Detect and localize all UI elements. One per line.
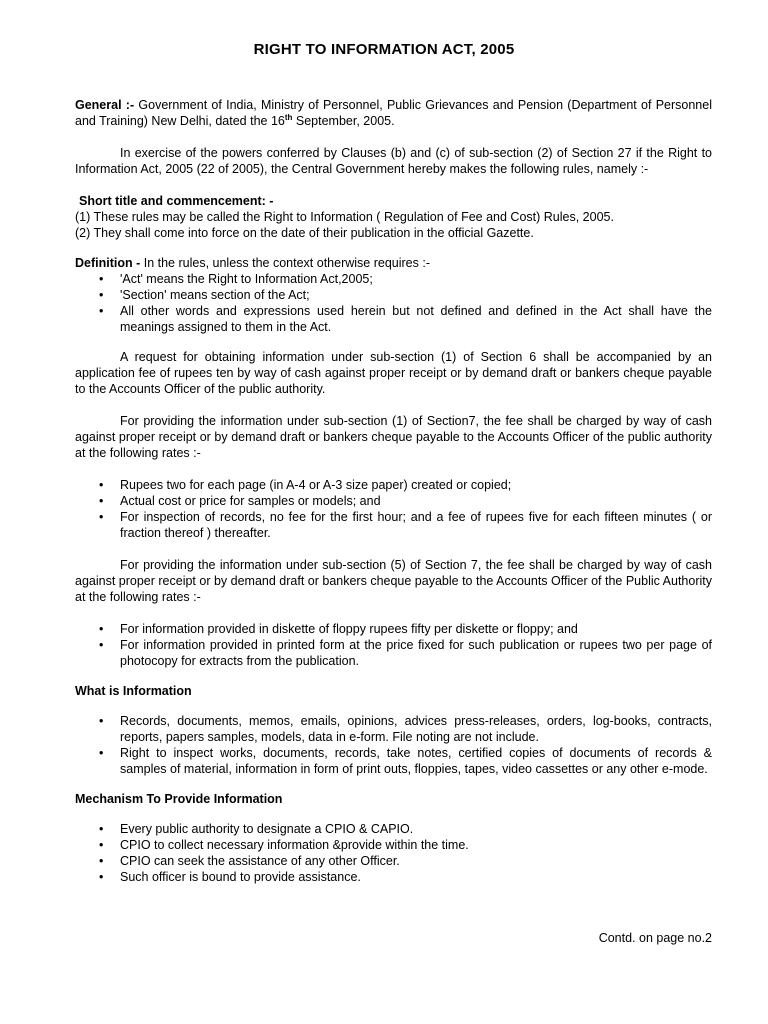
bullet-icon: • xyxy=(99,272,104,286)
general-text-end: September, 2005. xyxy=(292,114,395,128)
list-item: • Such officer is bound to provide assistance. xyxy=(99,870,361,884)
list-item: • Every public authority to designate a CPIO & CAPIO. xyxy=(99,822,414,836)
general-text: Government of India, Ministry of Personnel, Public Grievances and Pension (Department of Personnel and Training) New Delhi, dated the 16 xyxy=(75,98,712,128)
definition-label: Definition - xyxy=(75,256,141,270)
request-paragraph: A request for obtaining information under sub-section (1) of Section 6 shall be accompanied by an application fee of rupees ten by way of cash against proper receipt or by demand draft or bankers cheque payable to the Accounts Officer of the public authority. xyxy=(75,350,712,396)
list-item: • CPIO to collect necessary information &provide within the time. xyxy=(99,838,469,852)
bullet-icon: • xyxy=(99,746,104,760)
definition-list xyxy=(75,271,712,335)
fee-rates-list-1 xyxy=(75,477,712,541)
document-title: RIGHT TO INFORMATION ACT, 2005 xyxy=(253,41,515,58)
bullet-icon: • xyxy=(99,854,104,868)
short-title-rule-2: (2) They shall come into force on the date of their publication in the official Gazette. xyxy=(75,226,534,240)
information-list xyxy=(75,713,712,777)
bullet-icon: • xyxy=(99,288,104,302)
bullet-icon: • xyxy=(99,838,104,852)
definition-paragraph xyxy=(75,255,712,271)
preamble-paragraph: In exercise of the powers conferred by Clauses (b) and (c) of sub-section (2) of Section 27 if the Right to Information Act, 2005 (22 of 2005), the Central Government hereby makes the following rules, namely :- xyxy=(75,146,712,176)
list-item: • 'Section' means section of the Act; xyxy=(99,288,310,302)
list-item: • For inspection of records, no fee for the first hour; and a fee of rupees five for each fifteen minutes ( or fraction thereof ) thereafter. xyxy=(99,510,712,540)
bullet-icon: • xyxy=(99,622,104,636)
list-item: • Rupees two for each page (in A-4 or A-3 size paper) created or copied; xyxy=(99,478,512,492)
bullet-icon: • xyxy=(99,714,104,728)
bullet-icon: • xyxy=(99,510,104,524)
bullet-icon: • xyxy=(99,478,104,492)
list-item: • All other words and expressions used herein but not defined and defined in the Act shall have the meanings assigned to them in the Act. xyxy=(99,304,712,334)
list-item: • For information provided in printed form at the price fixed for such publication or rupees two per page of photocopy for extracts from the publication. xyxy=(99,638,712,668)
list-item: • CPIO can seek the assistance of any other Officer. xyxy=(99,854,400,868)
mechanism-heading: Mechanism To Provide Information xyxy=(75,792,283,806)
bullet-icon: • xyxy=(99,304,104,318)
mechanism-list xyxy=(75,821,712,885)
bullet-icon: • xyxy=(99,870,104,884)
list-item: • Records, documents, memos, emails, opinions, advices press-releases, orders, log-books, contracts, reports, papers samples, models, data in e-form. File noting are not include. xyxy=(99,714,712,744)
short-title-heading: Short title and commencement: - xyxy=(79,194,274,208)
list-item: • Actual cost or price for samples or models; and xyxy=(99,494,381,508)
general-paragraph xyxy=(75,97,712,129)
what-is-information-heading: What is Information xyxy=(75,684,192,698)
short-title-rule-1: (1) These rules may be called the Right to Information ( Regulation of Fee and Cost) Rules, 2005. xyxy=(75,210,614,224)
fee-section7-1-paragraph: For providing the information under sub-section (1) of Section7, the fee shall be charged by way of cash against proper receipt or by demand draft or bankers cheque payable to the Accounts Officer of the public authority at the following rates :- xyxy=(75,414,712,460)
list-item: • 'Act' means the Right to Information Act,2005; xyxy=(99,272,373,286)
list-item: • Right to inspect works, documents, records, take notes, certified copies of documents of records & samples of material, information in form of print outs, floppies, tapes, video cassettes or any other e-mode. xyxy=(99,746,712,776)
document-body xyxy=(75,97,712,885)
fee-section7-5-paragraph: For providing the information under sub-section (5) of Section 7, the fee shall be charged by way of cash against proper receipt or by demand draft or bankers cheque payable to the Accounts Officer of the Public Authority at the following rates :- xyxy=(75,558,712,604)
definition-text: In the rules, unless the context otherwise requires :- xyxy=(140,256,430,270)
bullet-icon: • xyxy=(99,494,104,508)
bullet-icon: • xyxy=(99,822,104,836)
general-label: General :- xyxy=(75,98,135,112)
date-superscript: th xyxy=(284,113,293,122)
bullet-icon: • xyxy=(99,638,104,652)
list-item: • For information provided in diskette of floppy rupees fifty per diskette or floppy; and xyxy=(99,622,578,636)
continuation-note: Contd. on page no.2 xyxy=(598,931,712,945)
fee-rates-list-2 xyxy=(75,621,712,669)
